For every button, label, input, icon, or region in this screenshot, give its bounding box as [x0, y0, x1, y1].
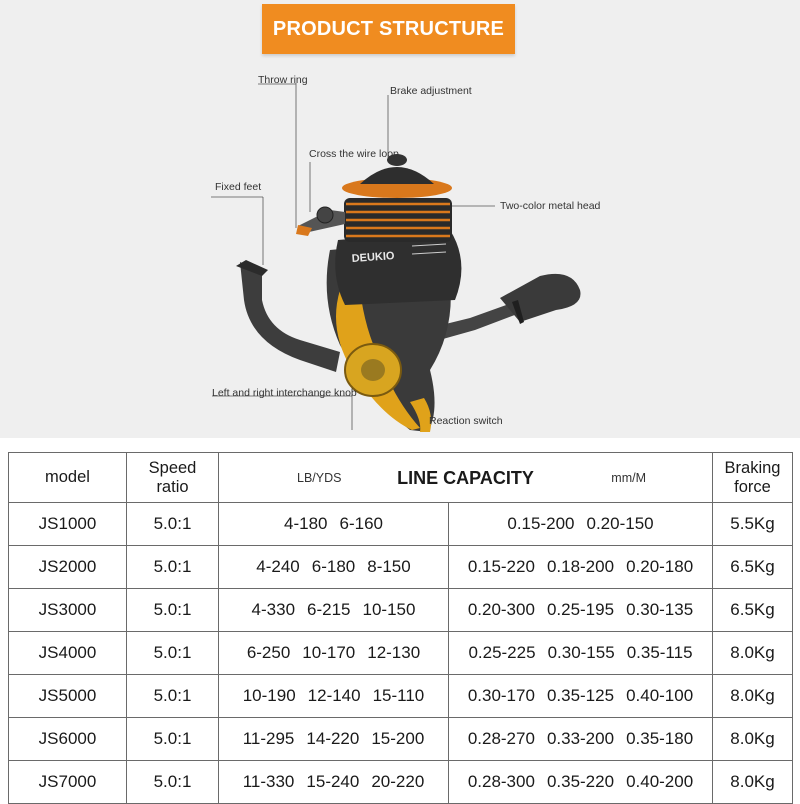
cell-model: JS4000: [9, 632, 127, 675]
cell-capacity-mm: [449, 761, 713, 804]
cell-braking-force: 8.0Kg: [713, 675, 793, 718]
cell-capacity-lb: [219, 546, 449, 589]
cell-capacity-mm-value: 0.25-225: [468, 643, 536, 662]
table-row: [9, 632, 793, 675]
callout-reaction-switch: Reaction switch: [429, 415, 503, 427]
cell-capacity-lb: [219, 718, 449, 761]
cell-speed-ratio: 5.0:1: [127, 632, 219, 675]
cell-capacity-mm: [449, 718, 713, 761]
cell-capacity-lb: [219, 761, 449, 804]
page-title: PRODUCT STRUCTURE: [262, 4, 515, 54]
cell-model: JS5000: [9, 675, 127, 718]
cell-capacity-lb-value: 6-215: [307, 600, 351, 619]
spec-table: [8, 452, 793, 804]
cell-capacity-mm-value: 0.30-170: [467, 686, 535, 705]
cell-capacity-lb-value: 4-240: [256, 557, 300, 576]
cell-speed-ratio: 5.0:1: [127, 675, 219, 718]
table-row: [9, 761, 793, 804]
cell-capacity-lb: [219, 589, 449, 632]
cell-capacity-mm-value: 0.35-125: [546, 686, 615, 705]
cell-capacity-mm-value: 0.20-150: [586, 514, 654, 533]
table-header-row: [9, 453, 793, 503]
cell-capacity-mm-value: 0.33-200: [546, 729, 615, 748]
cell-capacity-lb-value: 14-220: [306, 729, 360, 748]
cell-capacity-lb: [219, 503, 449, 546]
cell-capacity-mm-value: 0.18-200: [546, 557, 615, 576]
cell-capacity-lb-value: 12-130: [367, 643, 421, 662]
cell-braking-force: 5.5Kg: [713, 503, 793, 546]
cell-speed-ratio: 5.0:1: [127, 546, 219, 589]
cell-capacity-lb-value: 12-140: [307, 686, 361, 705]
table-row: [9, 675, 793, 718]
cell-capacity-mm: [449, 632, 713, 675]
cell-capacity-mm-value: 0.30-135: [626, 600, 694, 619]
cell-capacity-mm-value: 0.30-155: [547, 643, 615, 662]
cell-capacity-mm: [449, 503, 713, 546]
cell-capacity-lb-value: 20-220: [371, 772, 425, 791]
cell-capacity-mm-value: 0.20-300: [467, 600, 535, 619]
table-row: [9, 589, 793, 632]
table-row: [9, 546, 793, 589]
cell-capacity-lb-value: 4-180: [284, 514, 328, 533]
table-row: [9, 718, 793, 761]
header-braking-force: Braking force: [713, 453, 793, 503]
cell-capacity-lb-value: 6-160: [339, 514, 383, 533]
cell-capacity-mm-value: 0.20-180: [626, 557, 694, 576]
cell-capacity-lb: [219, 675, 449, 718]
cell-capacity-lb-value: 4-330: [251, 600, 296, 619]
brand-label: DEUKIO: [351, 250, 395, 265]
cell-speed-ratio: 5.0:1: [127, 718, 219, 761]
cell-capacity-mm-value: 0.28-270: [467, 729, 535, 748]
callout-interchange-knob: Left and right interchange knob: [212, 387, 357, 399]
cell-capacity-mm-value: 0.40-200: [626, 772, 694, 791]
cell-capacity-mm: [449, 675, 713, 718]
cell-capacity-mm-value: 0.28-300: [467, 772, 535, 791]
cell-capacity-mm-value: 0.15-220: [467, 557, 535, 576]
header-unit-mm: mm/M: [611, 471, 646, 485]
cell-model: JS2000: [9, 546, 127, 589]
header-capacity-title: LINE CAPACITY: [397, 468, 534, 488]
cell-capacity-mm-value: 0.35-220: [546, 772, 615, 791]
spec-table-container: [0, 452, 800, 800]
callout-fixed-feet: Fixed feet: [215, 181, 262, 193]
cell-capacity-mm-value: 0.35-180: [626, 729, 694, 748]
cell-capacity-lb-value: 10-150: [362, 600, 416, 619]
cell-capacity-lb-value: 11-330: [242, 772, 295, 791]
cell-capacity-lb: [219, 632, 449, 675]
cell-model: JS6000: [9, 718, 127, 761]
cell-capacity-lb-value: 6-180: [311, 557, 356, 576]
cell-braking-force: 8.0Kg: [713, 632, 793, 675]
cell-speed-ratio: 5.0:1: [127, 503, 219, 546]
cell-braking-force: 8.0Kg: [713, 761, 793, 804]
header-unit-lb: LB/YDS: [297, 471, 342, 485]
cell-speed-ratio: 5.0:1: [127, 761, 219, 804]
header-speed-ratio: Speed ratio: [127, 453, 219, 503]
table-row: [9, 503, 793, 546]
cell-capacity-mm-value: 0.25-195: [546, 600, 615, 619]
reel-rotor: [296, 154, 461, 305]
cell-braking-force: 8.0Kg: [713, 718, 793, 761]
cell-braking-force: 6.5Kg: [713, 546, 793, 589]
cell-capacity-lb-value: 10-190: [242, 686, 296, 705]
reel-foot: [236, 260, 340, 372]
cell-capacity-mm: [449, 589, 713, 632]
cell-capacity-lb-value: 6-250: [246, 643, 291, 662]
cell-model: JS3000: [9, 589, 127, 632]
cell-capacity-mm-value: 0.15-200: [507, 514, 575, 533]
callout-brake-adjustment: Brake adjustment: [390, 85, 472, 97]
cell-capacity-lb-value: 8-150: [367, 557, 411, 576]
cell-capacity-lb-value: 15-110: [372, 686, 425, 705]
cell-capacity-mm: [449, 546, 713, 589]
cell-model: JS1000: [9, 503, 127, 546]
header-model: model: [9, 453, 127, 503]
cell-capacity-lb-value: 11-295: [242, 729, 295, 748]
cell-speed-ratio: 5.0:1: [127, 589, 219, 632]
cell-capacity-lb-value: 10-170: [302, 643, 356, 662]
cell-capacity-lb-value: 15-240: [306, 772, 360, 791]
cell-capacity-mm-value: 0.40-100: [626, 686, 694, 705]
callout-two-color-head: Two-color metal head: [500, 200, 601, 212]
header-line-capacity: [219, 453, 713, 503]
cell-capacity-lb-value: 15-200: [371, 729, 425, 748]
cell-model: JS7000: [9, 761, 127, 804]
cell-braking-force: 6.5Kg: [713, 589, 793, 632]
cell-capacity-mm-value: 0.35-115: [626, 643, 693, 662]
callout-cross-wire-loop: Cross the wire loop: [309, 148, 399, 160]
callout-throw-ring: Throw ring: [258, 74, 308, 86]
